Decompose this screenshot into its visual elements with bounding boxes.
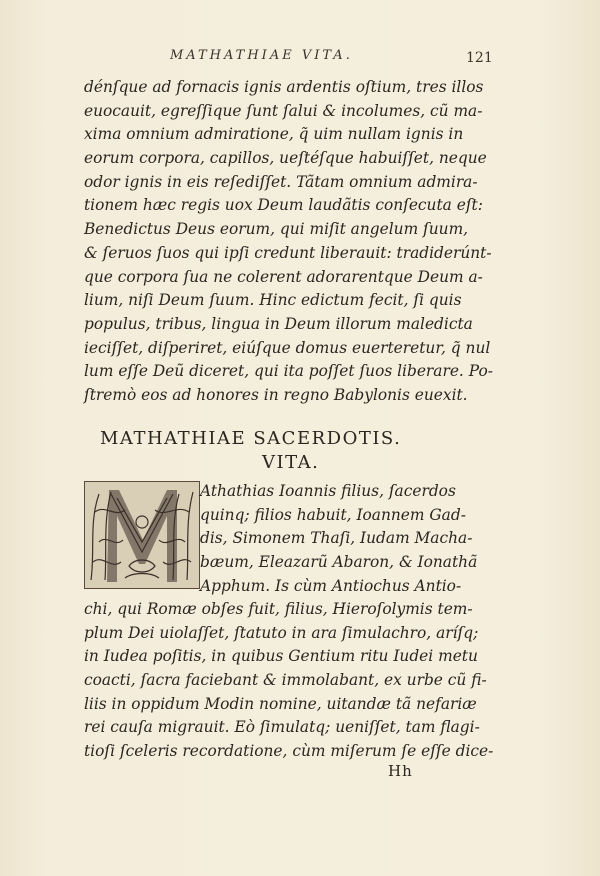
text-line: rei cauſa migrauit. Eò ſimulatq; ueniſſet, tam flagi- — [84, 718, 480, 737]
text-line: coacti, ſacra faciebant & immolabant, ex urbe cũ fi- — [84, 671, 487, 690]
text-line: liis in oppidum Modin nomine, uitandæ tã nefariæ — [84, 694, 477, 713]
text-line: eorum corpora, capillos, ueſtéſque habuiſſet, neque — [84, 149, 487, 168]
text-line: & ſeruos ſuos qui ipſi credunt liberauit: tradiderúnt- — [84, 243, 492, 262]
section-heading: MATHATHIAE SACERDOTIS. — [100, 428, 402, 449]
text-line: plum Dei uiolaſſet, ſtatuto in ara ſimulachro, aríſq; — [84, 623, 479, 642]
text-line: Athathias Ioannis filius, ſacerdos — [200, 482, 456, 500]
text-block-top — [84, 76, 494, 408]
text-line: xima omnium admiratione, q̃ uim nullam ignis in — [84, 125, 464, 144]
text-line: odor ignis in eis reſediſſet. Tãtam omnium admira- — [84, 172, 478, 191]
text-line: dénſque ad fornacis ignis ardentis oſtium, tres illos — [84, 78, 484, 96]
section-heading-continued: VITA. — [262, 452, 320, 473]
text-line: populus, tribus, lingua in Deum illorum maledicta — [84, 314, 473, 333]
text-line: euocauit, egreſſique ſunt ſalui & incolumes, cũ ma- — [84, 101, 483, 120]
text-line: Apphum. Is cùm Antiochus Antio- — [200, 576, 462, 595]
text-beside-initial — [200, 480, 500, 598]
text-line: ſtremò eos ad honores in regno Babylonis euexit. — [84, 385, 468, 404]
text-line: bæum, Eleazarũ Abaron, & Ionathã — [200, 553, 478, 572]
text-line: dis, Simonem Thaſi, Iudam Macha- — [200, 529, 473, 548]
text-line: tioſi ſceleris recordatione, cùm miſerum ſe eſſe dice- — [84, 742, 494, 761]
page-number: 121 — [466, 50, 493, 66]
text-line: lum eſſe Deũ diceret, qui ita poſſet ſuos liberare. Po- — [84, 362, 493, 381]
running-title: MATHATHIAE VITA. — [170, 48, 353, 63]
text-line: Benedictus Deus eorum, qui miſit angelum ſuum, — [84, 220, 469, 239]
text-line: lium, niſi Deum ſuum. Hinc edictum fecit, ſi quis — [84, 291, 462, 310]
text-line: ieciſſet, diſperiret, eiúſque domus euerteretur, q̃ nul — [84, 338, 491, 357]
text-line: in Iudea poſitis, in quibus Gentium ritu Iudei metu — [84, 647, 478, 666]
text-line: quinq; filios habuit, Ioannem Gad- — [200, 505, 466, 524]
text-line: chi, qui Romæ obſes fuit, filius, Hieroſolymis tem- — [84, 600, 473, 618]
text-block-bottom — [84, 598, 504, 764]
catchword-signature: Hh — [388, 762, 413, 780]
decorated-initial-m — [84, 481, 200, 589]
text-line: que corpora ſua ne colerent adorarentque Deum a- — [84, 267, 483, 286]
text-line: tionem hæc regis uox Deum laudãtis conſecuta eſt: — [84, 196, 483, 215]
